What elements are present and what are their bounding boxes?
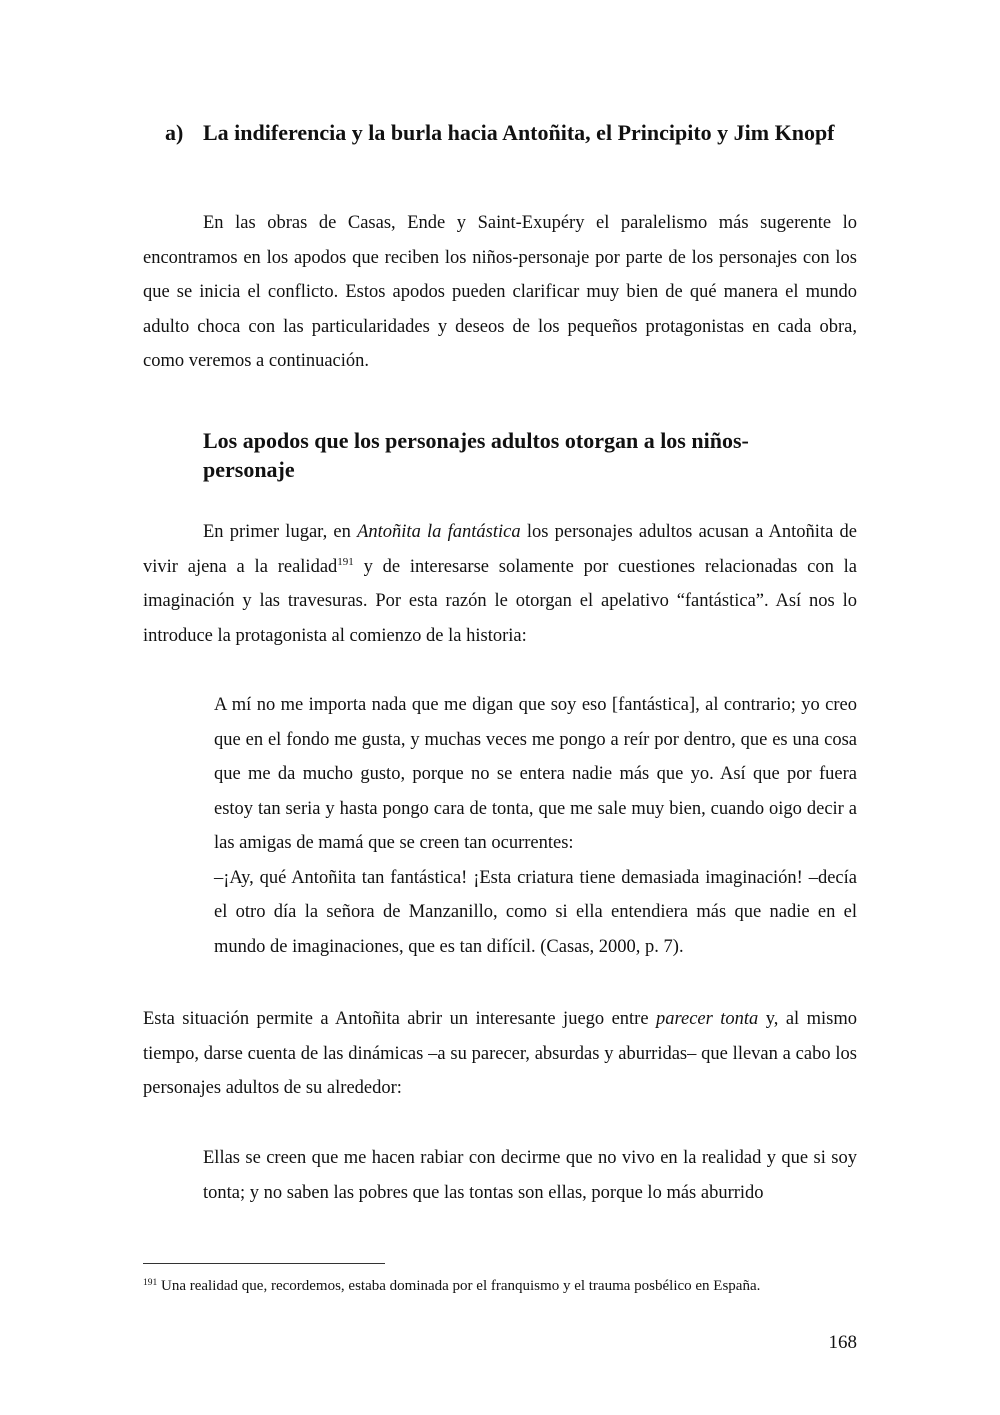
body-paragraph-3 [143, 1002, 857, 1106]
emphasis-text: parecer tonta [655, 1009, 759, 1029]
block-quote-1-main: A mí no me importa nada que me digan que soy eso [fantástica], al contrario; yo creo que en el fondo me gusta, y muchas veces me pongo a reír por dentro, que es una cosa que me da mucho gusto, porque no se entera nadie más que yo. Así que por fuera estoy tan seria y hasta pongo cara de tonta, que me sale muy bien, cuando oigo decir a las amigas de mamá que se creen tan ocurrentes: [214, 695, 857, 853]
page-number: 168 [828, 1332, 857, 1353]
body-paragraph-2 [143, 515, 857, 653]
intro-paragraph: En las obras de Casas, Ende y Saint-Exupéry el paralelismo más sugerente lo encontramos en los apodos que reciben los niños-personaje por parte de los personajes con los que se inicia el conflicto. Estos apodos pueden clarificar muy bien de qué manera el mundo adulto choca con las particularidades y deseos de los pequeños protagonistas en cada obra, como veremos a continuación. [143, 213, 857, 371]
subsection-heading: Los apodos que los personajes adultos otorgan a los niños-personaje [203, 428, 749, 482]
section-heading-label: a) [165, 120, 184, 145]
block-quote-2: Ellas se creen que me hacen rabiar con decirme que no vivo en la realidad y que si soy tonta; y no saben las pobres que las tontas son ellas, porque lo más aburrido [203, 1148, 857, 1203]
footnote-reference[interactable]: 191 [337, 555, 354, 568]
footnote-number: 191 [143, 1278, 158, 1288]
block-quote-1-dialogue: –¡Ay, qué Antoñita tan fantástica! ¡Esta criatura tiene demasiada imaginación! –decía el otro día la señora de Manzanillo, como si ella entendiera más que nadie en el mundo de imaginaciones, que es tan difícil. (Casas, 2000, p. 7). [214, 867, 857, 957]
section-heading [165, 118, 865, 147]
book-title: Antoñita la fantástica [357, 522, 521, 542]
paragraph-2-text-a: En primer lugar, en [203, 522, 358, 542]
paragraph-2-text-b: los personajes adultos acusan a Antoñita de vivir ajena a la realidad [143, 522, 857, 577]
paragraph-3-text-a: Esta situación permite a Antoñita abrir un interesante juego entre [143, 1009, 656, 1029]
paragraph-2-text-c: y de interesarse solamente por cuestiones relacionadas con la imaginación y las travesuras. Por esta razón le otorgan el apelativo “fantástica”. Así nos lo introduce la protagonista al comienzo de la historia: [143, 556, 857, 646]
footnote [143, 1276, 863, 1296]
footnote-separator [143, 1263, 385, 1264]
footnote-text: Una realidad que, recordemos, estaba dominada por el franquismo y el trauma posbélico en España. [157, 1278, 761, 1294]
section-heading-title: La indiferencia y la burla hacia Antoñita, el Principito y Jim Knopf [203, 120, 835, 145]
paragraph-3-text-b: y, al mismo tiempo, darse cuenta de las dinámicas –a su parecer, absurdas y aburridas– que llevan a cabo los personajes adultos de su alrededor: [143, 1009, 857, 1098]
block-quote-1 [214, 688, 857, 964]
